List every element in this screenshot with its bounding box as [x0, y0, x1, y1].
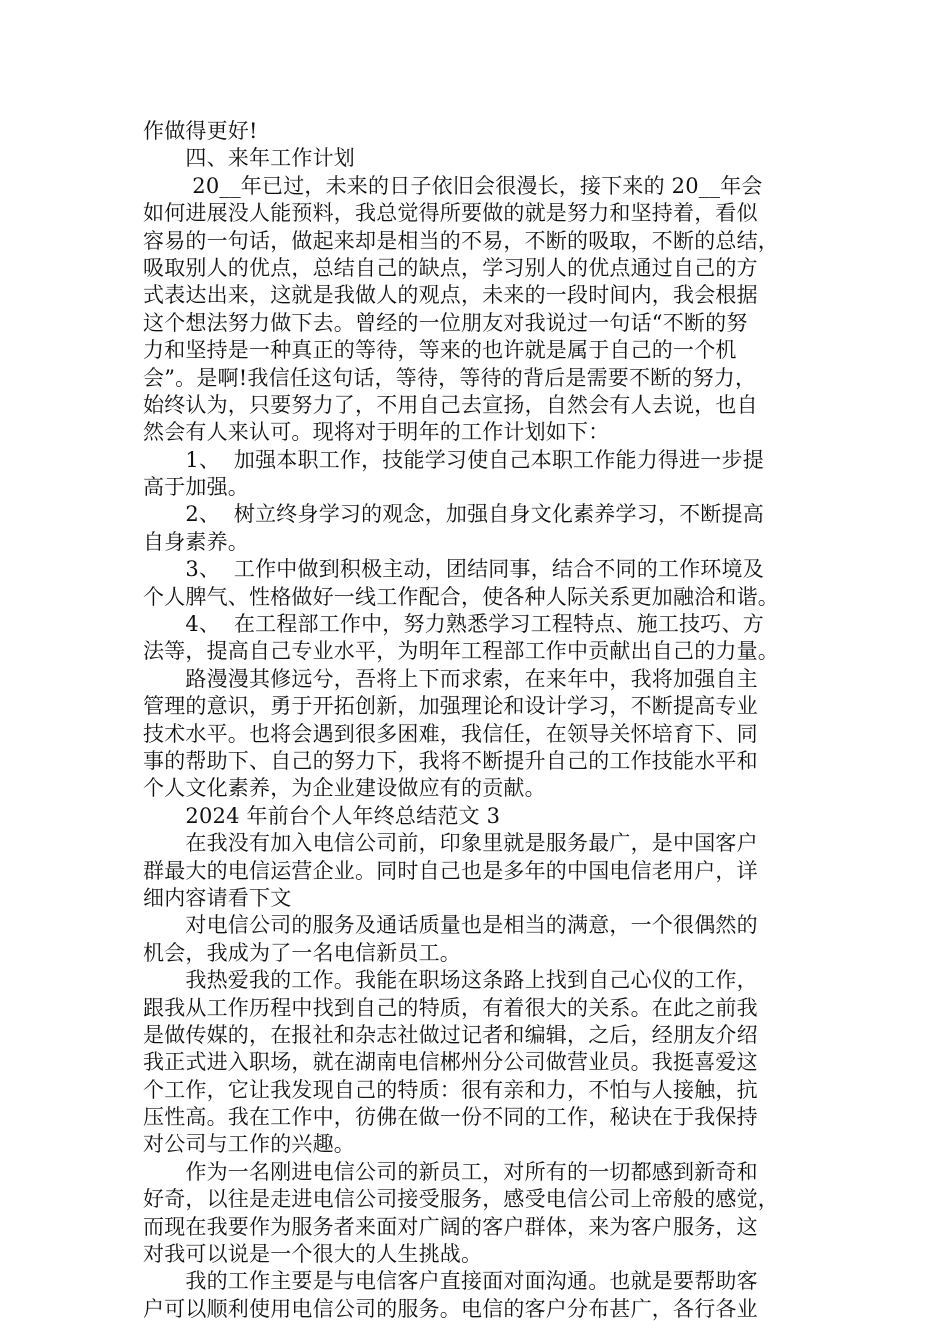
text-line: 式表达出来，这就是我做人的观点，未来的一段时间内，我会根据	[143, 283, 758, 308]
text-line: 我热爱我的工作。我能在职场这条路上找到自己心仪的工作，	[143, 968, 758, 993]
text-line: 如何进展没人能预料，我总觉得所要做的就是努力和坚持着，看似	[143, 201, 758, 226]
text-line: 对我可以说是一个很大的人生挑战。	[143, 1242, 483, 1267]
text-line: 法等，提高自己专业水平，为明年工程部工作中贡献出自己的力量。	[143, 639, 779, 664]
text-line: 事的帮助下、自己的努力下，我将不断提升自己的工作技能水平和	[143, 748, 758, 773]
text-line: 而现在我要作为服务者来面对广阔的客户群体，来为客户服务，这	[143, 1214, 758, 1239]
text-line: 户可以顺利使用电信公司的服务。电信的客户分布甚广，各行各业	[143, 1296, 758, 1321]
text-line: 个人文化素养，为企业建设做应有的贡献。	[143, 776, 546, 801]
text-line: 路漫漫其修远兮，吾将上下而求索，在来年中，我将加强自主	[143, 666, 758, 691]
section-heading: 四、来年工作计划	[143, 146, 355, 171]
text-line: 机会，我成为了一名电信新员工。	[143, 940, 461, 965]
text-line: 是做传媒的，在报社和杂志社做过记者和编辑，之后，经朋友介绍	[143, 1022, 758, 1047]
text-line: 对电信公司的服务及通话质量也是相当的满意，一个很偶然的	[143, 913, 758, 938]
text-line: 力和坚持是一种真正的等待，等来的也许就是属于自己的一个机	[143, 338, 737, 363]
text-line: 作为一名刚进电信公司的新员工，对所有的一切都感到新奇和	[143, 1159, 758, 1184]
text-line: 容易的一句话，做起来却是相当的不易，不断的吸取，不断的总结，	[143, 228, 779, 253]
text-line: 20__年已过，未来的日子依旧会很漫长，接下来的 20__年会	[143, 173, 763, 198]
text-line: 这个想法努力做下去。曾经的一位朋友对我说过一句话“不断的努	[143, 310, 748, 335]
text-line: 压性高。我在工作中，彷佛在做一份不同的工作，秘诀在于我保持	[143, 1105, 758, 1130]
document-body	[143, 118, 810, 1323]
text-line: 自身素养。	[143, 529, 249, 554]
text-line: 我的工作主要是与电信客户直接面对面沟通。也就是要帮助客	[143, 1269, 758, 1294]
text-line: 作做得更好!	[143, 119, 258, 143]
text-line: 高于加强。	[143, 475, 249, 500]
text-line: 跟我从工作历程中找到自己的特质，有着很大的关系。在此之前我	[143, 995, 758, 1020]
text-line: 在我没有加入电信公司前，印象里就是服务最广，是中国客户	[143, 831, 758, 856]
text-line: 对公司与工作的兴趣。	[143, 1132, 355, 1157]
list-item-1: 1、 加强本职工作，技能学习使自己本职工作能力得进一步提	[143, 447, 764, 472]
list-item-3: 3、 工作中做到积极主动，团结同事，结合不同的工作环境及	[143, 557, 764, 582]
list-item-4: 4、 在工程部工作中，努力熟悉学习工程特点、施工技巧、方	[143, 612, 764, 637]
section-title: 2024 年前台个人年终总结范文 3	[143, 803, 501, 828]
text-line: 个工作，它让我发现自己的特质：很有亲和力，不怕与人接触，抗	[143, 1077, 758, 1102]
text-line: 然会有人来认可。现将对于明年的工作计划如下：	[143, 420, 610, 445]
text-line: 群最大的电信运营企业。同时自己也是多年的中国电信老用户，详	[143, 858, 758, 883]
text-line: 我正式进入职场，就在湖南电信郴州分公司做营业员。我挺喜爱这	[143, 1050, 758, 1075]
text-line: 好奇，以往是走进电信公司接受服务，感受电信公司上帝般的感觉，	[143, 1187, 779, 1212]
text-line: 技术水平。也将会遇到很多困难，我信任，在领导关怀培育下、同	[143, 721, 758, 746]
text-line: 会”。是啊!我信任这句话，等待，等待的背后是需要不断的努力，	[143, 365, 757, 390]
list-item-2: 2、 树立终身学习的观念，加强自身文化素养学习，不断提高	[143, 502, 764, 527]
text-line: 细内容请看下文	[143, 885, 292, 910]
text-line: 吸取别人的优点，总结自己的缺点，学习别人的优点通过自己的方	[143, 255, 758, 280]
text-line: 管理的意识，勇于开拓创新，加强理论和设计学习，不断提高专业	[143, 694, 758, 719]
text-line: 个人脾气、性格做好一线工作配合，使各种人际关系更加融洽和谐。	[143, 584, 779, 609]
text-line: 始终认为，只要努力了，不用自己去宣扬，自然会有人去说，也自	[143, 392, 758, 417]
